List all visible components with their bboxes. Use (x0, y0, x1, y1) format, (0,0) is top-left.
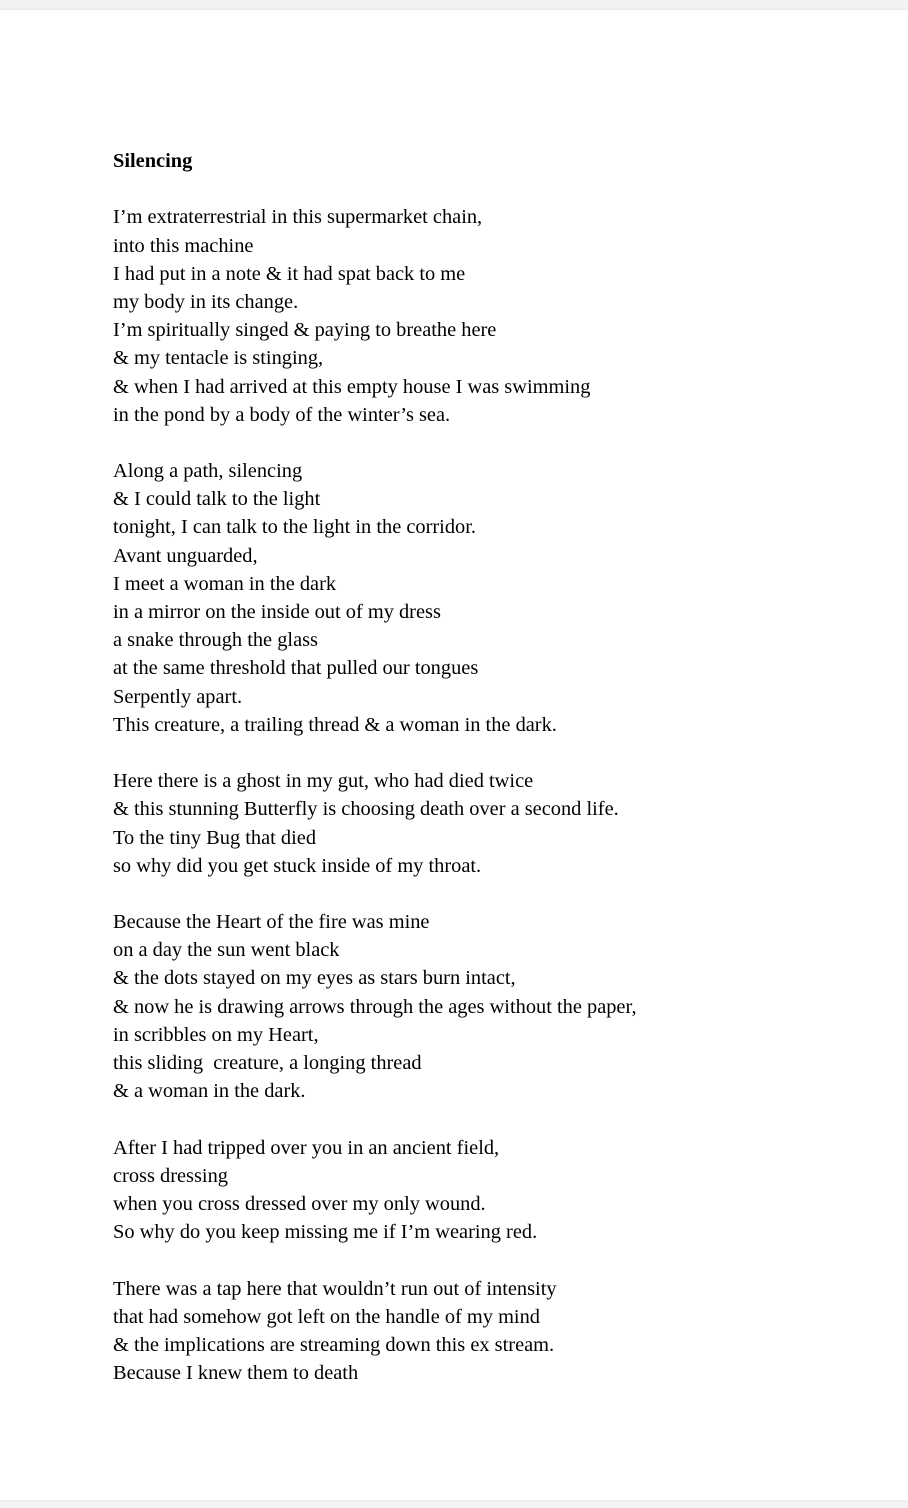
poem-line: Because the Heart of the fire was mine (113, 911, 430, 934)
stanza-4 (113, 908, 873, 1105)
poem-line: at the same threshold that pulled our tongues (113, 657, 479, 680)
poem-line: in scribbles on my Heart, (113, 1023, 319, 1046)
poem-line: I had put in a note & it had spat back to me (113, 262, 466, 285)
poem-line: & I could talk to the light (113, 488, 321, 511)
stanza-2 (113, 457, 873, 739)
poem-line: So why do you keep missing me if I’m wearing red. (113, 1221, 538, 1244)
poem-line: Here there is a ghost in my gut, who had died twice (113, 770, 534, 793)
poem-line: so why did you get stuck inside of my throat. (113, 854, 482, 877)
poem-line: when you cross dressed over my only wound. (113, 1192, 486, 1215)
poem-line: that had somehow got left on the handle of my mind (113, 1305, 540, 1328)
stanza-3 (113, 767, 873, 880)
document-page (0, 10, 908, 1500)
poem-line: This creature, a trailing thread & a woman in the dark. (113, 713, 557, 736)
poem-line: & a woman in the dark. (113, 1080, 306, 1103)
poem-line: Serpently apart. (113, 685, 243, 708)
poem-line: a snake through the glass (113, 629, 318, 652)
poem-line: I’m extraterrestrial in this supermarket chain, (113, 206, 483, 229)
poem-line: into this machine (113, 234, 254, 257)
poem-line: & when I had arrived at this empty house I was swimming (113, 375, 591, 398)
stanza-6 (113, 1275, 873, 1388)
poem-line: To the tiny Bug that died (113, 826, 317, 849)
poem-line: cross dressing (113, 1164, 228, 1187)
poem-line: I’m spiritually singed & paying to breathe here (113, 319, 497, 342)
poem-line: Because I knew them to death (113, 1362, 359, 1385)
poem-line: & the implications are streaming down this ex stream. (113, 1333, 555, 1356)
poem-line: in a mirror on the inside out of my dress (113, 601, 441, 623)
poem-line: on a day the sun went black (113, 939, 340, 962)
poem-line: & my tentacle is stinging, (113, 347, 324, 370)
poem (113, 147, 873, 1387)
poem-line: tonight, I can talk to the light in the corridor. (113, 516, 476, 539)
poem-line: & this stunning Butterfly is choosing death over a second life. (113, 798, 619, 821)
poem-line: I meet a woman in the dark (113, 572, 337, 595)
poem-line: my body in its change. (113, 290, 299, 313)
poem-line: Along a path, silencing (113, 460, 303, 483)
poem-line: this sliding creature, a longing thread (113, 1052, 422, 1074)
poem-line: Avant unguarded, (113, 544, 258, 567)
stanza-1 (113, 203, 873, 429)
poem-title: Silencing (113, 150, 193, 172)
poem-line: & now he is drawing arrows through the ages without the paper, (113, 995, 637, 1018)
stanza-5 (113, 1134, 873, 1247)
poem-line: in the pond by a body of the winter’s sea. (113, 403, 451, 426)
poem-line: After I had tripped over you in an ancient field, (113, 1136, 500, 1159)
poem-line: There was a tap here that wouldn’t run out of intensity (113, 1277, 557, 1300)
poem-line: & the dots stayed on my eyes as stars burn intact, (113, 967, 516, 990)
